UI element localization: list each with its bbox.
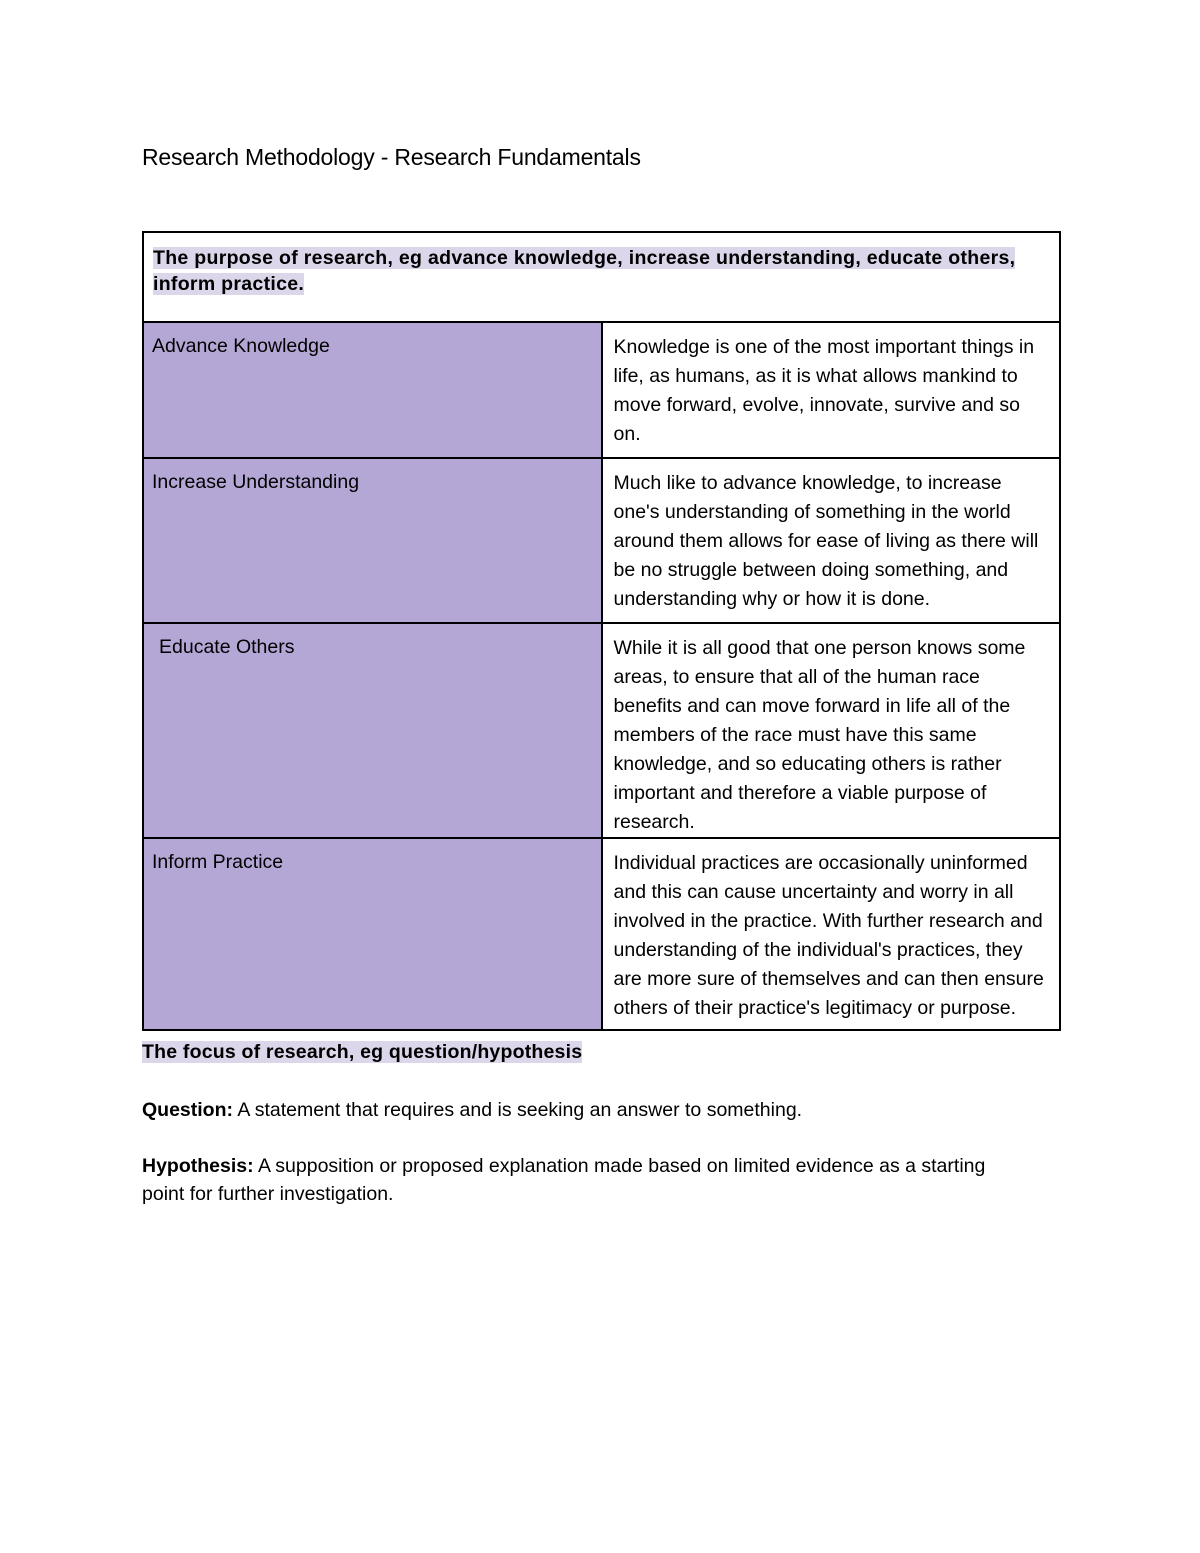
question-text: A statement that requires and is seeking an answer to something. [233, 1099, 803, 1121]
hypothesis-text: A supposition or proposed explanation made based on limited evidence as a starting point for further investigation. [142, 1155, 986, 1205]
row-label-increase-understanding: Increase Understanding [143, 458, 602, 623]
row-label-educate-others: Educate Others [143, 623, 602, 838]
table-row [143, 458, 1060, 623]
purpose-header-row [143, 232, 1060, 322]
row-label-advance-knowledge: Advance Knowledge [143, 322, 602, 458]
purpose-table [142, 231, 1061, 1031]
focus-heading-text: The focus of research, eg question/hypothesis [142, 1041, 583, 1063]
hypothesis-term: Hypothesis: [142, 1155, 254, 1177]
table-row [143, 623, 1060, 838]
row-text-advance-knowledge: Knowledge is one of the most important things in life, as humans, as it is what allows mankind to move forward, evolve, innovate, survive and so on. [602, 322, 1061, 458]
purpose-header-text: The purpose of research, eg advance knowledge, increase understanding, educate others, inform practice. [153, 247, 1016, 295]
table-row [143, 838, 1060, 1030]
table-row [143, 322, 1060, 458]
page-title: Research Methodology - Research Fundamentals [142, 144, 641, 170]
question-term: Question: [142, 1099, 233, 1121]
row-text-inform-practice: Individual practices are occasionally uninformed and this can cause uncertainty and worry in all involved in the practice. With further research and understanding of the individual's practices, they are more sure of themselves and can then ensure others of their practice's legitimacy or purpose. [602, 838, 1061, 1030]
row-text-educate-others: While it is all good that one person knows some areas, to ensure that all of the human race benefits and can move forward in life all of the members of the race must have this same knowledge, and so educating others is rather important and therefore a viable purpose of research. [602, 623, 1061, 838]
focus-heading [142, 1038, 582, 1066]
hypothesis-definition [142, 1152, 1022, 1208]
purpose-header-cell [143, 232, 1060, 322]
row-label-inform-practice: Inform Practice [143, 838, 602, 1030]
question-definition [142, 1096, 1022, 1124]
row-text-increase-understanding: Much like to advance knowledge, to increase one's understanding of something in the world around them allows for ease of living as there will be no struggle between doing something, and understanding why or how it is done. [602, 458, 1061, 623]
